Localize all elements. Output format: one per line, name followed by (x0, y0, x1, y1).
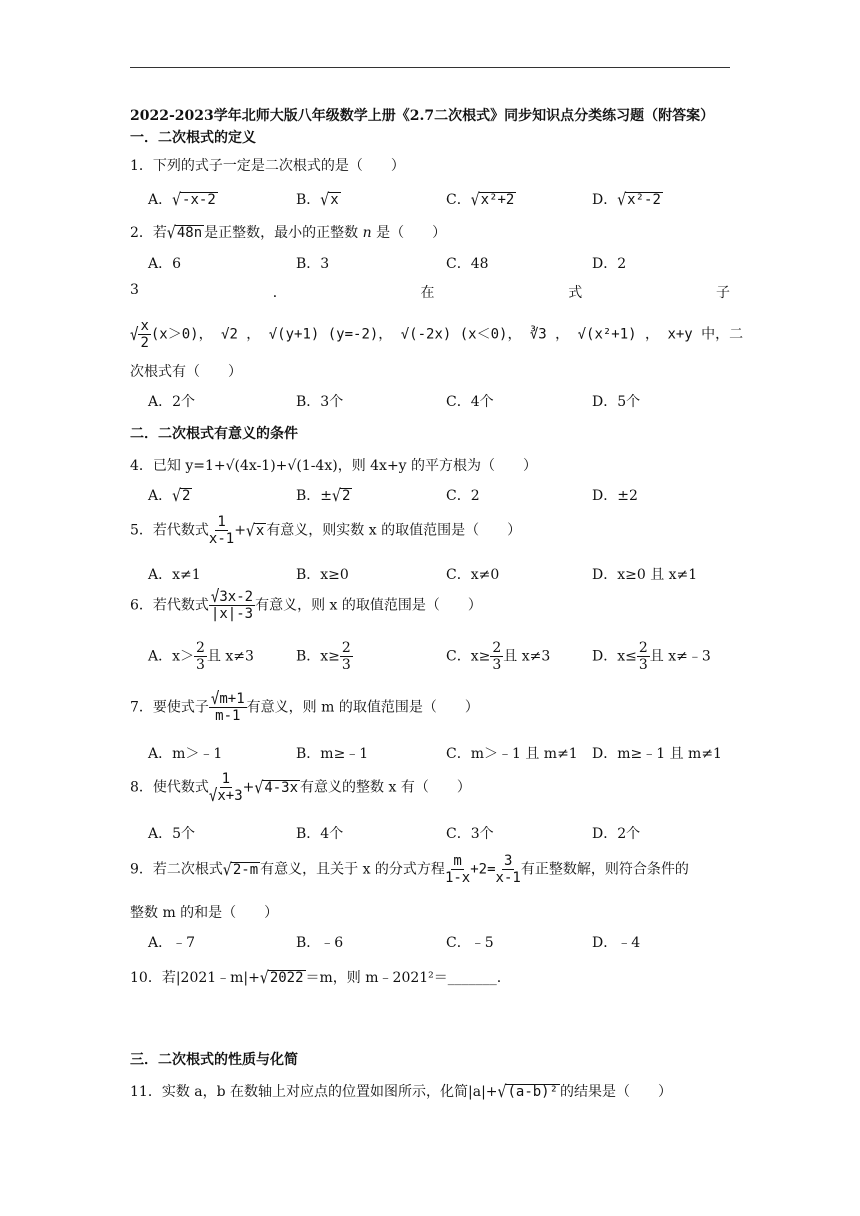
option-a: A．x＞ $\frac{2}{3}$ 且 x≠3 (148, 640, 254, 673)
option-d: D．±2 (592, 488, 638, 504)
question-7-stem: 7．要使式子 $\frac{√m+1}{m-1}$ 有意义，则 m 的取值范围是（ ） (130, 689, 479, 724)
option-c: C．x≥ $\frac{2}{3}$ 且 x≠3 (446, 640, 551, 673)
option-a: A．√-x-2 (148, 190, 216, 210)
option-c: C．3个 (446, 826, 494, 842)
option-a: A．5个 (148, 826, 196, 842)
option-b: B．4个 (296, 826, 344, 842)
question-4-stem: 4．已知 y=1+√(4x-1)+√(1-4x)，则 4x+y 的平方根为（ ） (130, 458, 538, 474)
option-b: B．±√2 (296, 486, 351, 506)
option-c: C．x≠0 (446, 567, 500, 583)
option-d: D．m≥﹣1 且 m≠1 (592, 746, 722, 762)
section-heading-1: 一．二次根式的定义 (130, 130, 256, 146)
question-3-expressions: √ $\frac{x}{2}$ (x＞0)， √2 ， √(y+1) (y=-2)， √(-2x) (x＜0)， ∛3 ， √(x²+1) ， x+y 中，二 (130, 318, 744, 351)
option-d: D．√x²-2 (592, 190, 661, 210)
option-b: B．x≥ $\frac{2}{3}$ (296, 640, 351, 673)
option-b: B．﹣6 (296, 935, 344, 951)
option-d: D．2 (592, 256, 627, 272)
option-c: C．√x²+2 (446, 190, 515, 210)
question-9-stem: 9．若二次根式√2-m 有意义，且关于 x 的分式方程 $\frac{m}{1-x}$ +2= $\frac{3}{x-1}$ 有正整数解，则符合条件的 (130, 853, 689, 886)
option-c: C．48 (446, 256, 489, 272)
option-c: C．﹣5 (446, 935, 494, 951)
option-a: A．m＞﹣1 (148, 746, 223, 762)
option-b: B．3个 (296, 394, 344, 410)
question-6-stem: 6．若代数式 $\frac{√3x-2}{|x|-3}$ 有意义，则 x 的取值范围是（ ） (130, 587, 482, 622)
option-b: B．3 (296, 256, 330, 272)
option-d: D．x≤ $\frac{2}{3}$ 且 x≠﹣3 (592, 640, 711, 673)
section-heading-3: 三．二次根式的性质与化简 (130, 1052, 298, 1068)
question-2-stem: 2．若√48n 是正整数，最小的正整数 n 是（ ） (130, 223, 447, 243)
question-8-stem: 8．使代数式 $\frac{1}{√x+3}$ +√4-3x 有意义的整数 x 有（ ） (130, 771, 471, 806)
page-title: 2022-2023学年北师大版八年级数学上册《2.7二次根式》同步知识点分类练习题（附答案） (130, 108, 715, 124)
option-a: A．6 (148, 256, 182, 272)
option-b: B．x≥0 (296, 567, 349, 583)
option-c: C．m＞﹣1 且 m≠1 (446, 746, 578, 762)
question-3-stem-line3: 次根式有（ ） (130, 364, 242, 380)
question-1-stem: 1．下列的式子一定是二次根式的是（ ） (130, 158, 405, 174)
section-heading-2: 二．二次根式有意义的条件 (130, 426, 298, 442)
option-a: A．√2 (148, 486, 191, 506)
option-a: A．x≠1 (148, 567, 201, 583)
option-c: C．4个 (446, 394, 494, 410)
option-a: A．2个 (148, 394, 196, 410)
option-c: C．2 (446, 488, 480, 504)
option-d: D．﹣4 (592, 935, 641, 951)
question-5-stem: 5．若代数式 $\frac{1}{x-1}$ +√x 有意义，则实数 x 的取值范围是（ ） (130, 514, 522, 547)
option-d: D．5个 (592, 394, 641, 410)
question-3-stem-line1: 3 ． 在 式 子 (130, 282, 730, 301)
option-a: A．﹣7 (148, 935, 196, 951)
question-9-stem-line2: 整数 m 的和是（ ） (130, 905, 279, 921)
question-10-stem: 10．若|2021﹣m|+√2022 ＝m，则 m﹣2021²＝_______. (130, 968, 502, 988)
option-d: D．2个 (592, 826, 641, 842)
header-rule (130, 67, 730, 68)
option-b: B．m≥﹣1 (296, 746, 369, 762)
option-b: B．√x (296, 190, 339, 210)
question-11-stem: 11．实数 a，b 在数轴上对应点的位置如图所示，化简|a|+√(a-b)² 的结果是（ ） (130, 1082, 673, 1102)
option-d: D．x≥0 且 x≠1 (592, 567, 698, 583)
